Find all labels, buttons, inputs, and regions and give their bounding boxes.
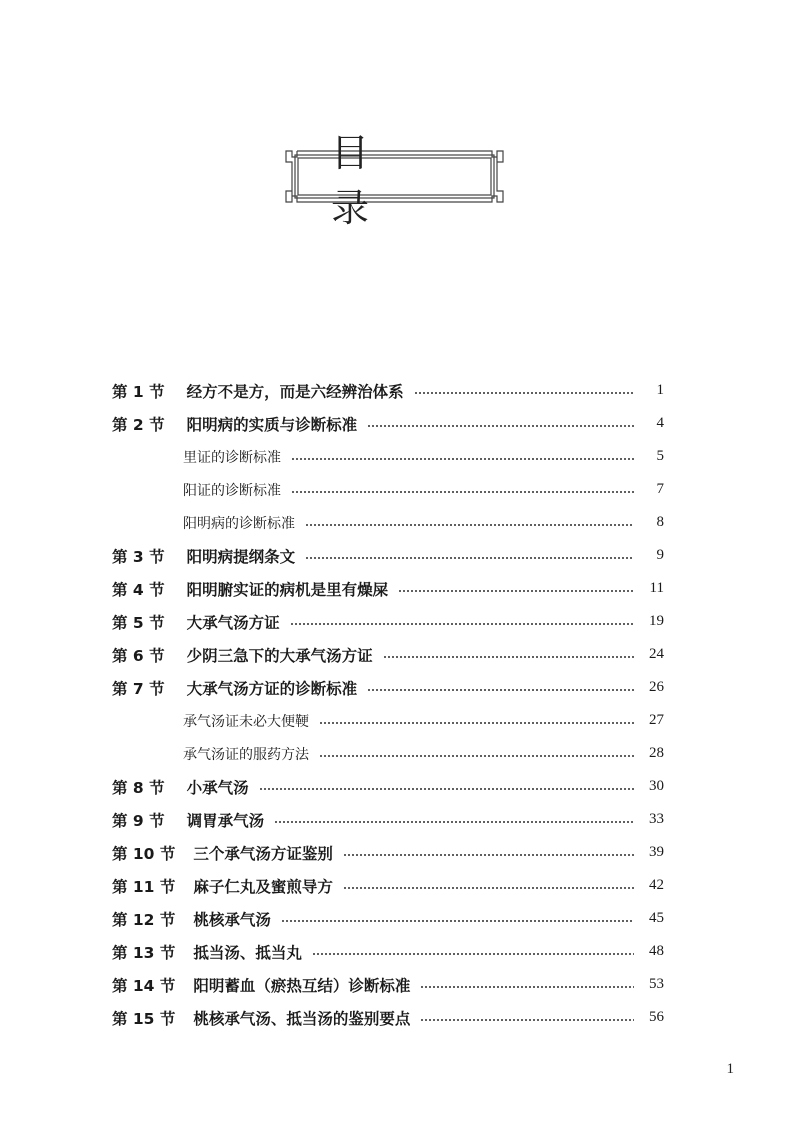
toc-entry-label: 里证的诊断标准: [183, 449, 281, 466]
toc-entry-page: 30: [649, 778, 664, 794]
toc-entry-page: 39: [649, 844, 664, 860]
toc-entry-page: 8: [656, 514, 664, 530]
toc-entry-number: 第 12 节: [112, 910, 176, 929]
dot-leader: [305, 557, 634, 559]
toc-chapter-entry[interactable]: [112, 638, 664, 671]
toc-entry-label: 三个承气汤方证鉴别: [193, 844, 333, 863]
page-title: 目 录: [331, 130, 504, 230]
toc-chapter-entry[interactable]: [112, 1001, 664, 1034]
toc-entry-page: 24: [649, 646, 664, 662]
toc-section-entry[interactable]: [112, 440, 664, 473]
toc-chapter-entry[interactable]: [112, 539, 664, 572]
toc-entry-page: 42: [649, 877, 664, 893]
dot-leader: [274, 821, 634, 823]
toc-entry-label: 承气汤证的服药方法: [183, 746, 309, 763]
toc-chapter-entry[interactable]: [112, 869, 664, 902]
dot-leader: [290, 623, 634, 625]
dot-leader: [414, 392, 634, 394]
dot-leader: [281, 920, 634, 922]
toc-chapter-entry[interactable]: [112, 605, 664, 638]
dot-leader: [291, 491, 634, 493]
toc-section-entry[interactable]: [112, 473, 664, 506]
dot-leader: [367, 425, 634, 427]
toc-entry-number: 第 13 节: [112, 943, 176, 962]
toc-entry-label: 桃核承气汤: [193, 910, 271, 929]
toc-entry-number: 第 9 节: [112, 811, 165, 830]
dot-leader: [420, 986, 634, 988]
toc-entry-label: 阳明腑实证的病机是里有燥屎: [186, 580, 389, 599]
toc-entry-page: 26: [649, 679, 664, 695]
toc-chapter-entry[interactable]: [112, 572, 664, 605]
toc-entry-page: 1: [656, 382, 664, 398]
toc-entry-number: 第 7 节: [112, 679, 165, 698]
toc-entry-page: 33: [649, 811, 664, 827]
toc-entry-label: 麻子仁丸及蜜煎导方: [193, 877, 333, 896]
dot-leader: [398, 590, 634, 592]
toc-entry-number: 第 1 节: [112, 382, 165, 401]
toc-entry-label: 抵当汤、抵当丸: [193, 943, 302, 962]
toc-entry-page: 45: [649, 910, 664, 926]
toc-entry-page: 9: [656, 547, 664, 563]
toc-entry-number: 第 11 节: [112, 877, 176, 896]
dot-leader: [259, 788, 634, 790]
toc-entry-number: 第 15 节: [112, 1009, 176, 1028]
toc-entry-number: 第 6 节: [112, 646, 165, 665]
toc-entry-page: 56: [649, 1009, 664, 1025]
dot-leader: [343, 854, 634, 856]
toc-chapter-entry[interactable]: [112, 968, 664, 1001]
table-of-contents: [112, 374, 664, 1034]
toc-entry-page: 11: [649, 580, 664, 596]
toc-entry-label: 承气汤证未必大便鞕: [183, 713, 309, 730]
toc-entry-number: 第 4 节: [112, 580, 165, 599]
toc-entry-number: 第 8 节: [112, 778, 165, 797]
toc-chapter-entry[interactable]: [112, 803, 664, 836]
toc-entry-label: 大承气汤方证的诊断标准: [186, 679, 358, 698]
dot-leader: [312, 953, 634, 955]
toc-entry-label: 小承气汤: [186, 778, 249, 797]
toc-chapter-entry[interactable]: [112, 407, 664, 440]
toc-entry-page: 27: [649, 712, 664, 728]
toc-entry-page: 53: [649, 976, 664, 992]
toc-section-entry[interactable]: [112, 506, 664, 539]
toc-entry-label: 大承气汤方证: [186, 613, 280, 632]
toc-entry-page: 4: [656, 415, 664, 431]
toc-chapter-entry[interactable]: [112, 902, 664, 935]
toc-entry-number: 第 3 节: [112, 547, 165, 566]
toc-entry-label: 阳明病的实质与诊断标准: [186, 415, 358, 434]
toc-entry-number: 第 2 节: [112, 415, 165, 434]
toc-section-entry[interactable]: [112, 704, 664, 737]
toc-entry-label: 调胃承气汤: [186, 811, 265, 830]
toc-chapter-entry[interactable]: [112, 935, 664, 968]
toc-entry-page: 19: [649, 613, 664, 629]
dot-leader: [291, 458, 634, 460]
toc-entry-number: 第 5 节: [112, 613, 165, 632]
toc-entry-label: 阳明病的诊断标准: [183, 515, 295, 532]
toc-entry-label: 桃核承气汤、抵当汤的鉴别要点: [193, 1009, 411, 1028]
dot-leader: [383, 656, 634, 658]
toc-chapter-entry[interactable]: [112, 374, 664, 407]
toc-chapter-entry[interactable]: [112, 671, 664, 704]
toc-entry-label: 阳明蓄血（瘀热互结）诊断标准: [193, 976, 411, 995]
toc-section-entry[interactable]: [112, 737, 664, 770]
toc-entry-label: 少阴三急下的大承气汤方证: [186, 646, 373, 665]
page-number: 1: [726, 1061, 734, 1077]
dot-leader: [305, 524, 634, 526]
toc-entry-label: 阳明病提纲条文: [186, 547, 296, 566]
toc-entry-number: 第 10 节: [112, 844, 176, 863]
toc-entry-page: 5: [656, 448, 664, 464]
toc-entry-page: 7: [656, 481, 664, 497]
dot-leader: [420, 1019, 634, 1021]
dot-leader: [367, 689, 634, 691]
dot-leader: [319, 722, 634, 724]
toc-entry-page: 48: [649, 943, 664, 959]
toc-title-frame: [283, 130, 506, 230]
dot-leader: [343, 887, 634, 889]
toc-entry-page: 28: [649, 745, 664, 761]
toc-entry-label: 阳证的诊断标准: [183, 482, 281, 499]
dot-leader: [319, 755, 634, 757]
toc-entry-number: 第 14 节: [112, 976, 176, 995]
toc-entry-label: 经方不是方，而是六经辨治体系: [186, 382, 404, 401]
toc-chapter-entry[interactable]: [112, 836, 664, 869]
toc-chapter-entry[interactable]: [112, 770, 664, 803]
